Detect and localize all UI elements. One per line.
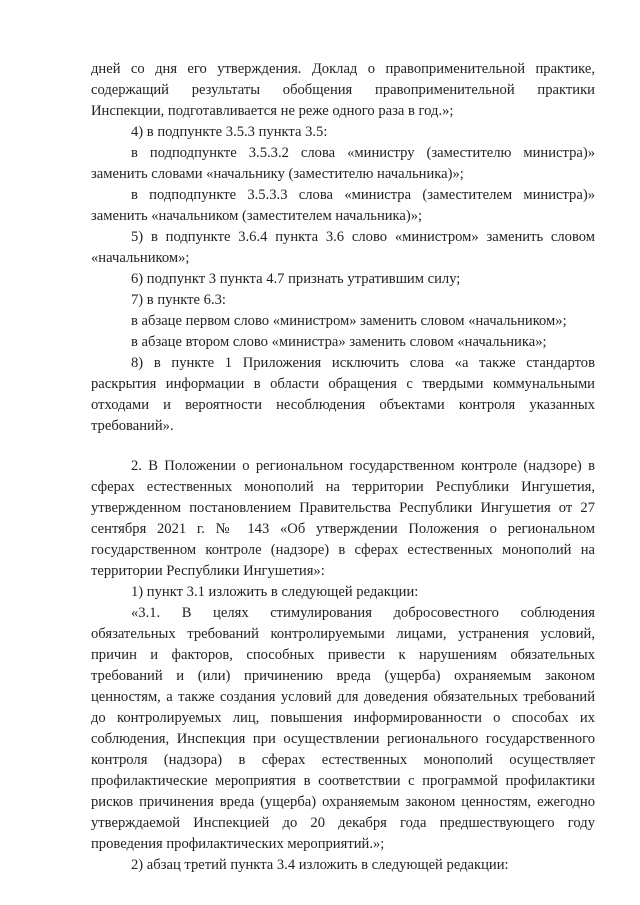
text-line: ценностям, а также создания условий для доведения обязательных требований <box>91 689 595 705</box>
text-line: утверждаемой Инспекцией до 20 декабря года предшествующего году <box>91 815 595 831</box>
text-line: утвержденном постановлением Правительства Республики Ингушетия от 27 <box>91 500 595 516</box>
text-line: профилактические мероприятия в соответствии с программой профилактики <box>91 773 595 789</box>
text-line: в абзаце первом слово «министром» заменить словом «начальником»; <box>131 313 567 329</box>
text-line: 6) подпункт 3 пункта 4.7 признать утратившим силу; <box>131 271 461 287</box>
text-line: раскрытия информации в области обращения с твердыми коммунальными <box>91 376 595 392</box>
text-line: 2. В Положении о региональном государственном контроле (надзоре) в <box>131 458 595 474</box>
text-line: дней со дня его утверждения. Доклад о правоприменительной практике, <box>91 61 595 77</box>
text-line: сентября 2021 г. № 143 «Об утверждении Положения о региональном <box>91 521 595 537</box>
text-line: до контролируемых лиц, повышения информированности о способах их <box>91 710 595 726</box>
text-line: отходами и вероятности несоблюдения объектами контроля указанных <box>91 397 595 413</box>
text-line: в абзаце втором слово «министра» заменить словом «начальника»; <box>131 334 547 350</box>
text-line: «3.1. В целях стимулирования добросовестного соблюдения <box>131 605 595 621</box>
text-line: проведения профилактических мероприятий.»; <box>91 836 385 852</box>
text-line: Инспекции, подготавливается не реже одного раза в год.»; <box>91 103 454 119</box>
text-line: сферах естественных монополий на территории Республики Ингушетия, <box>91 479 595 495</box>
text-line: рисков причинения вреда (ущерба) охраняемым законом ценностям, ежегодно <box>91 794 595 810</box>
text-line: содержащий результаты обобщения правоприменительной практики <box>91 82 595 98</box>
text-line: причин и факторов, способных привести к нарушениям обязательных <box>91 647 595 663</box>
text-line: обязательных требований контролируемыми лицами, устранения условий, <box>91 626 595 642</box>
text-line: требований и (или) причинению вреда (ущерба) охраняемым законом <box>91 668 595 684</box>
text-line: территории Республики Ингушетия»: <box>91 563 325 579</box>
text-line: в подподпункте 3.5.3.2 слова «министру (заместителю министра)» <box>131 145 595 161</box>
text-line: контроля (надзора) в сферах естественных монополий осуществляет <box>91 752 595 768</box>
text-line: «начальником»; <box>91 250 190 266</box>
text-line: заменить словами «начальнику (заместителю начальника)»; <box>91 166 464 182</box>
text-line: 5) в подпункте 3.6.4 пункта 3.6 слово «министром» заменить словом <box>131 229 595 245</box>
text-line: государственном контроле (надзоре) в сферах естественных монополий на <box>91 542 595 558</box>
text-line: 4) в подпункте 3.5.3 пункта 3.5: <box>131 124 328 140</box>
text-line: 1) пункт 3.1 изложить в следующей редакции: <box>131 584 419 600</box>
text-line: 2) абзац третий пункта 3.4 изложить в следующей редакции: <box>131 857 509 873</box>
text-line: в подподпункте 3.5.3.3 слова «министра (заместителем министра)» <box>131 187 595 203</box>
text-line: 7) в пункте 6.3: <box>131 292 226 308</box>
text-line: заменить «начальником (заместителем начальника)»; <box>91 208 423 224</box>
text-line: требований». <box>91 418 174 434</box>
text-line: соблюдения, Инспекция при осуществлении регионального государственного <box>91 731 595 747</box>
text-line: 8) в пункте 1 Приложения исключить слова «а также стандартов <box>131 355 595 371</box>
